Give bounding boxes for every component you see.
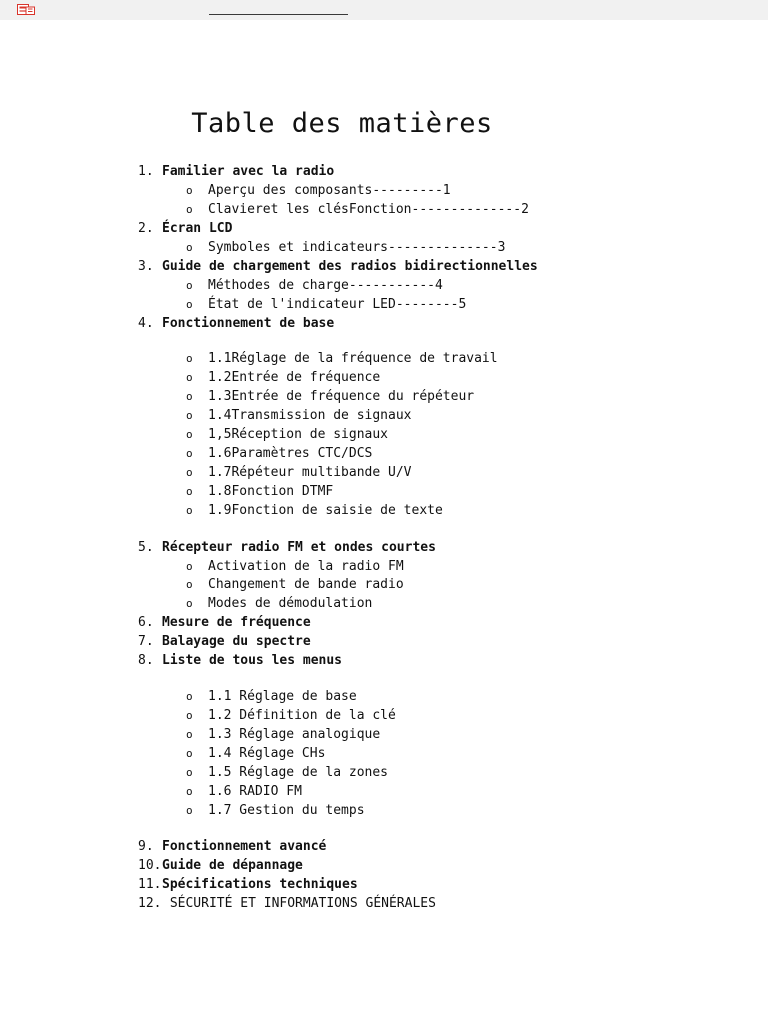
toc-chapter-item[interactable]: [138, 257, 538, 276]
toc-bullet: o: [186, 279, 193, 292]
toc-subsection-label: 1.3 Réglage analogique: [208, 727, 381, 742]
toc-bullet: o: [186, 578, 193, 591]
toc-subsection-label: Activation de la radio FM: [208, 559, 404, 574]
toc-chapter-number: 3.: [138, 259, 154, 274]
toc-bullet: o: [186, 728, 193, 741]
toc-chapter-number: 10.: [138, 858, 162, 873]
toc-chapter-item[interactable]: [138, 538, 436, 557]
toc-bullet: o: [186, 766, 193, 779]
toc-chapter-label: Fonctionnement de base: [162, 316, 335, 331]
toc-subsection-item[interactable]: [186, 501, 443, 520]
toc-chapter-item[interactable]: [138, 856, 303, 875]
toc-bullet: o: [186, 785, 193, 798]
toc-subsection-item[interactable]: [186, 706, 396, 725]
toc-chapter-item[interactable]: [138, 314, 334, 333]
toc-subsection-label: 1.1Réglage de la fréquence de travail: [208, 351, 498, 366]
toc-subsection-item[interactable]: [186, 238, 505, 257]
toc-subsection-label: 1.2Entrée de fréquence: [208, 370, 381, 385]
toc-subsection-label: Clavieret les clésFonction--------------2: [208, 202, 529, 217]
toc-chapter-number: 2.: [138, 221, 154, 236]
toc-subsection-label: 1.9Fonction de saisie de texte: [208, 503, 443, 518]
toc-subsection-label: 1.7 Gestion du temps: [208, 803, 365, 818]
toc-subsection-label: 1.3Entrée de fréquence du répéteur: [208, 389, 475, 404]
toc-subsection-item[interactable]: [186, 763, 388, 782]
toc-chapter-label: Récepteur radio FM et ondes courtes: [162, 540, 436, 555]
page-title: Table des matières: [191, 108, 493, 139]
toc-bullet: o: [186, 597, 193, 610]
toc-chapter-label: Guide de chargement des radios bidirectionnelles: [162, 259, 538, 274]
toc-chapter-number: 6.: [138, 615, 154, 630]
toc-chapter-number: 11.: [138, 877, 162, 892]
toc-subsection-label: 1.7Répéteur multibande U/V: [208, 465, 412, 480]
toc-subsection-label: 1.2 Définition de la clé: [208, 708, 396, 723]
toc-subsection-label: État de l'indicateur LED--------5: [208, 297, 467, 312]
toc-bullet: o: [186, 371, 193, 384]
toc-bullet: o: [186, 298, 193, 311]
toc-bullet: o: [186, 352, 193, 365]
toc-bullet: o: [186, 804, 193, 817]
toc-subsection-label: Changement de bande radio: [208, 577, 404, 592]
toc-chapter-number: 12.: [138, 896, 162, 911]
toc-chapter-label: Mesure de fréquence: [162, 615, 311, 630]
toc-chapter-number: 7.: [138, 634, 154, 649]
toc-subsection-item[interactable]: [186, 425, 388, 444]
toc-bullet: o: [186, 504, 193, 517]
toc-subsection-item[interactable]: [186, 387, 474, 406]
toc-subsection-label: Modes de démodulation: [208, 596, 373, 611]
toc-bullet: o: [186, 409, 193, 422]
toc-chapter-item[interactable]: [138, 613, 311, 632]
toc-chapter-number: 9.: [138, 839, 154, 854]
toc-bullet: o: [186, 690, 193, 703]
toc-subsection-item[interactable]: [186, 444, 372, 463]
toc-bullet: o: [186, 485, 193, 498]
toc-subsection-label: Aperçu des composants---------1: [208, 183, 451, 198]
toc-chapter-number: 1.: [138, 164, 154, 179]
toc-bullet: o: [186, 560, 193, 573]
toc-chapter-label: Fonctionnement avancé: [162, 839, 327, 854]
toc-subsection-item[interactable]: [186, 482, 333, 501]
toc-bullet: o: [186, 184, 193, 197]
toc-subsection-label: 1.1 Réglage de base: [208, 689, 357, 704]
toc-subsection-item[interactable]: [186, 463, 412, 482]
toc-chapter-label: SÉCURITÉ ET INFORMATIONS GÉNÉRALES: [162, 896, 436, 911]
toc-subsection-label: 1.5 Réglage de la zones: [208, 765, 389, 780]
toc-bullet: o: [186, 747, 193, 760]
toc-chapter-item[interactable]: [138, 162, 334, 181]
toc-bullet: o: [186, 241, 193, 254]
toc-subsection-item[interactable]: [186, 368, 380, 387]
toc-subsection-label: 1.4 Réglage CHs: [208, 746, 326, 761]
toc-chapter-item[interactable]: [138, 837, 326, 856]
toc-chapter-item[interactable]: [138, 632, 311, 651]
toc-subsection-item[interactable]: [186, 200, 529, 219]
toc-subsection-item[interactable]: [186, 557, 404, 576]
toc-chapter-number: 8.: [138, 653, 154, 668]
toc-bullet: o: [186, 203, 193, 216]
toc-chapter-number: 5.: [138, 540, 154, 555]
toc-bullet: o: [186, 390, 193, 403]
toc-subsection-item[interactable]: [186, 594, 372, 613]
toc-bullet: o: [186, 466, 193, 479]
toc-subsection-item[interactable]: [186, 349, 498, 368]
toc-subsection-label: 1.6 RADIO FM: [208, 784, 302, 799]
toc-chapter-label: Liste de tous les menus: [162, 653, 343, 668]
toc-chapter-item[interactable]: [138, 651, 342, 670]
toc-chapter-label: Spécifications techniques: [162, 877, 358, 892]
toc-subsection-label: 1.6Paramètres CTC/DCS: [208, 446, 373, 461]
toc-bullet: o: [186, 428, 193, 441]
toc-chapter-label: Familier avec la radio: [162, 164, 335, 179]
toc-subsection-item[interactable]: [186, 406, 412, 425]
toc-subsection-label: Méthodes de charge-----------4: [208, 278, 443, 293]
toc-subsection-item[interactable]: [186, 295, 466, 314]
toc-subsection-label: 1.8Fonction DTMF: [208, 484, 334, 499]
toc-subsection-item[interactable]: [186, 725, 380, 744]
toc-bullet: o: [186, 709, 193, 722]
toc-chapter-item[interactable]: [138, 875, 358, 894]
toc-chapter-label: Balayage du spectre: [162, 634, 311, 649]
toc-subsection-label: 1,5Réception de signaux: [208, 427, 389, 442]
toc-chapter-item[interactable]: [138, 894, 436, 913]
toc-subsection-label: Symboles et indicateurs--------------3: [208, 240, 506, 255]
toc-subsection-item[interactable]: [186, 687, 357, 706]
toc-chapter-number: 4.: [138, 316, 154, 331]
toc-chapter-label: Guide de dépannage: [162, 858, 303, 873]
toc-subsection-item[interactable]: [186, 276, 443, 295]
toc-subsection-item[interactable]: [186, 801, 365, 820]
toc-bullet: o: [186, 447, 193, 460]
toc-chapter-label: Écran LCD: [162, 221, 233, 236]
toc-subsection-item[interactable]: [186, 782, 302, 801]
toc-subsection-item[interactable]: [186, 181, 451, 200]
toc-subsection-label: 1.4Transmission de signaux: [208, 408, 412, 423]
toc-subsection-item[interactable]: [186, 575, 404, 594]
toc-chapter-item[interactable]: [138, 219, 232, 238]
toc-subsection-item[interactable]: [186, 744, 325, 763]
